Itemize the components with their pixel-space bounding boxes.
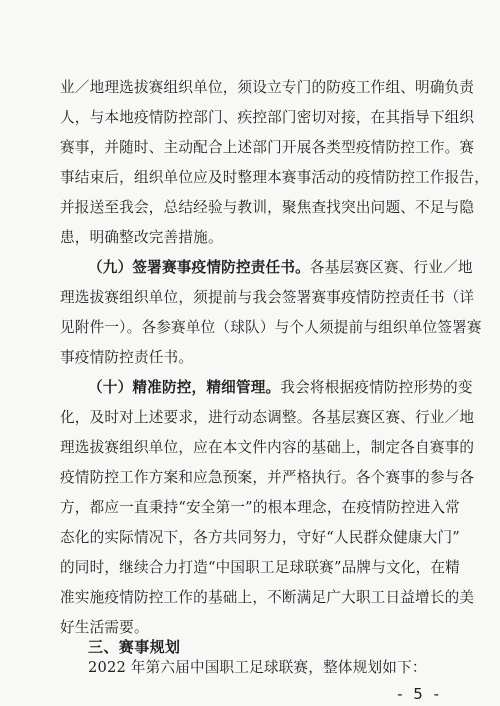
paragraph-first-line: [88, 258, 473, 278]
text-line: 理选拔赛组织单位，须提前与我会签署赛事疫情防控责任书（详: [60, 289, 475, 306]
text-line: 好生活需要。: [60, 619, 149, 636]
text-line: 理选拔赛组织单位，应在本文件内容的基础上，制定各自赛事的: [60, 439, 475, 456]
text-line: 赛事，并随时、主动配合上述部门开展各类型疫情防控工作。赛: [60, 139, 475, 156]
text-line: 人，与本地疫情防控部门、疾控部门密切对接，在其指导下组织: [60, 109, 475, 126]
text-line: 患，明确整改完善措施。: [60, 229, 223, 246]
text-line: 并报送至我会，总结经验与教训，聚焦查找突出问题、不足与隐: [60, 199, 475, 216]
paragraph-first-line: [88, 378, 473, 398]
page-number: - 5 -: [397, 685, 442, 703]
text-line: 事疫情防控责任书。: [60, 349, 194, 366]
section-heading: 三、赛事规划: [88, 638, 181, 656]
text-line: 见附件一）。各参赛单位（球队）与个人须提前与组织单位签署赛: [60, 319, 482, 336]
text-line: 疫情防控工作方案和应急预案，并严格执行。各个赛事的参与各: [60, 469, 475, 486]
text-fragment: 各基层赛区赛、行业／地: [309, 259, 473, 276]
text-line: 态化的实际情况下，各方共同努力，守好“人民群众健康大门”: [60, 529, 460, 546]
text-fragment: 我会将根据疫情防控形势的变: [280, 379, 473, 396]
text-line: 业／地理选拔赛组织单位，须设立专门的防疫工作组、明确负责: [60, 79, 475, 96]
section-item-title: （十）精准防控，精细管理。: [88, 379, 281, 396]
text-line: 事结束后，组织单位应及时整理本赛事活动的疫情防控工作报告，: [60, 169, 490, 186]
text-line: 的同时，继续合力打造“中国职工足球联赛”品牌与文化，在精: [60, 559, 460, 576]
text-line: 2022 年第六届中国职工足球联赛，整体规划如下：: [88, 659, 427, 676]
text-line: 化，及时对上述要求，进行动态调整。各基层赛区赛、行业／地: [60, 409, 475, 426]
text-line: 方，都应一直秉持“安全第一”的根本理念，在疫情防控进入常: [60, 499, 460, 516]
text-line: 准实施疫情防控工作的基础上，不断满足广大职工日益增长的美: [60, 589, 475, 606]
section-item-title: （九）签署赛事疫情防控责任书。: [88, 259, 310, 276]
